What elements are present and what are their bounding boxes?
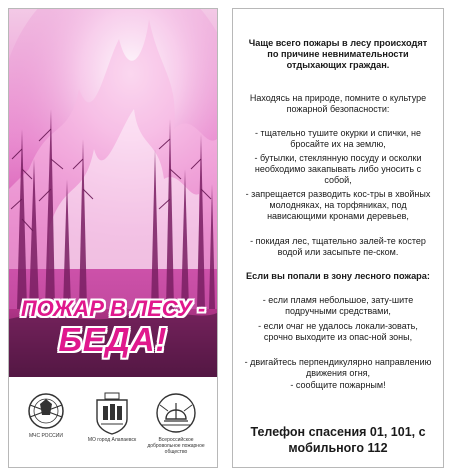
poster-panel xyxy=(8,8,218,468)
info-panel xyxy=(232,8,444,468)
rule-item: - тщательно тушите окурки и спички, не бросайте их на землю, xyxy=(255,128,421,149)
rule-item: - бутылки, стеклянную посуду и осколки необходимо закапывать либо уносить с собой, xyxy=(254,153,422,185)
emercom-emblem-icon xyxy=(24,391,68,431)
logo-caption: МО город Алапаевск xyxy=(87,437,137,443)
logo-caption: Всероссийское добровольное пожарное общество xyxy=(147,437,205,455)
fire-rule-item: - двигайтесь перпендикулярно направлению движения огня, xyxy=(244,357,432,378)
coat-of-arms-icon xyxy=(92,391,132,435)
emercom-logo xyxy=(17,391,75,439)
fire-zone-heading: Если вы попали в зону лесного пожара: xyxy=(246,271,430,282)
rule-item: - покидая лес, тщательно залей-те костер водой или засыпьте пе-ском. xyxy=(250,236,426,257)
alapaevsk-coat-of-arms xyxy=(83,391,141,443)
firefighter-helmet-emblem-icon xyxy=(154,391,198,435)
emergency-phone: Телефон спасения 01, 101, с мобильного 112 xyxy=(250,424,426,455)
forest-fire-photo xyxy=(9,9,217,377)
fire-rule-item: - если очаг не удалось локали-зовать, срочно выходите из опас-ной зоны, xyxy=(258,321,418,342)
intro-heading: Чаще всего пожары в лесу происходят по причине невнимательности отдыхающих граждан. xyxy=(248,38,428,71)
fire-rule-item: - сообщите пожарным! xyxy=(290,380,386,390)
headline-line-1: ПОЖАР В ЛЕСУ - xyxy=(20,296,206,321)
headline-line-2: БЕДА! xyxy=(58,321,168,358)
vdpo-logo xyxy=(147,391,205,455)
intro-text: Находясь на природе, помните о культуре пожарной безопасности: xyxy=(249,93,427,114)
fire-rule-item: - если пламя небольшое, зату-шите подручными средствами, xyxy=(262,295,414,316)
rule-item: - запрещается разводить кос-тры в хвойных молодняках, на торфяниках, под нависающими кронами деревьев, xyxy=(245,189,431,221)
logo-caption: МЧС РОССИИ xyxy=(29,433,63,439)
logos-strip xyxy=(9,381,217,467)
